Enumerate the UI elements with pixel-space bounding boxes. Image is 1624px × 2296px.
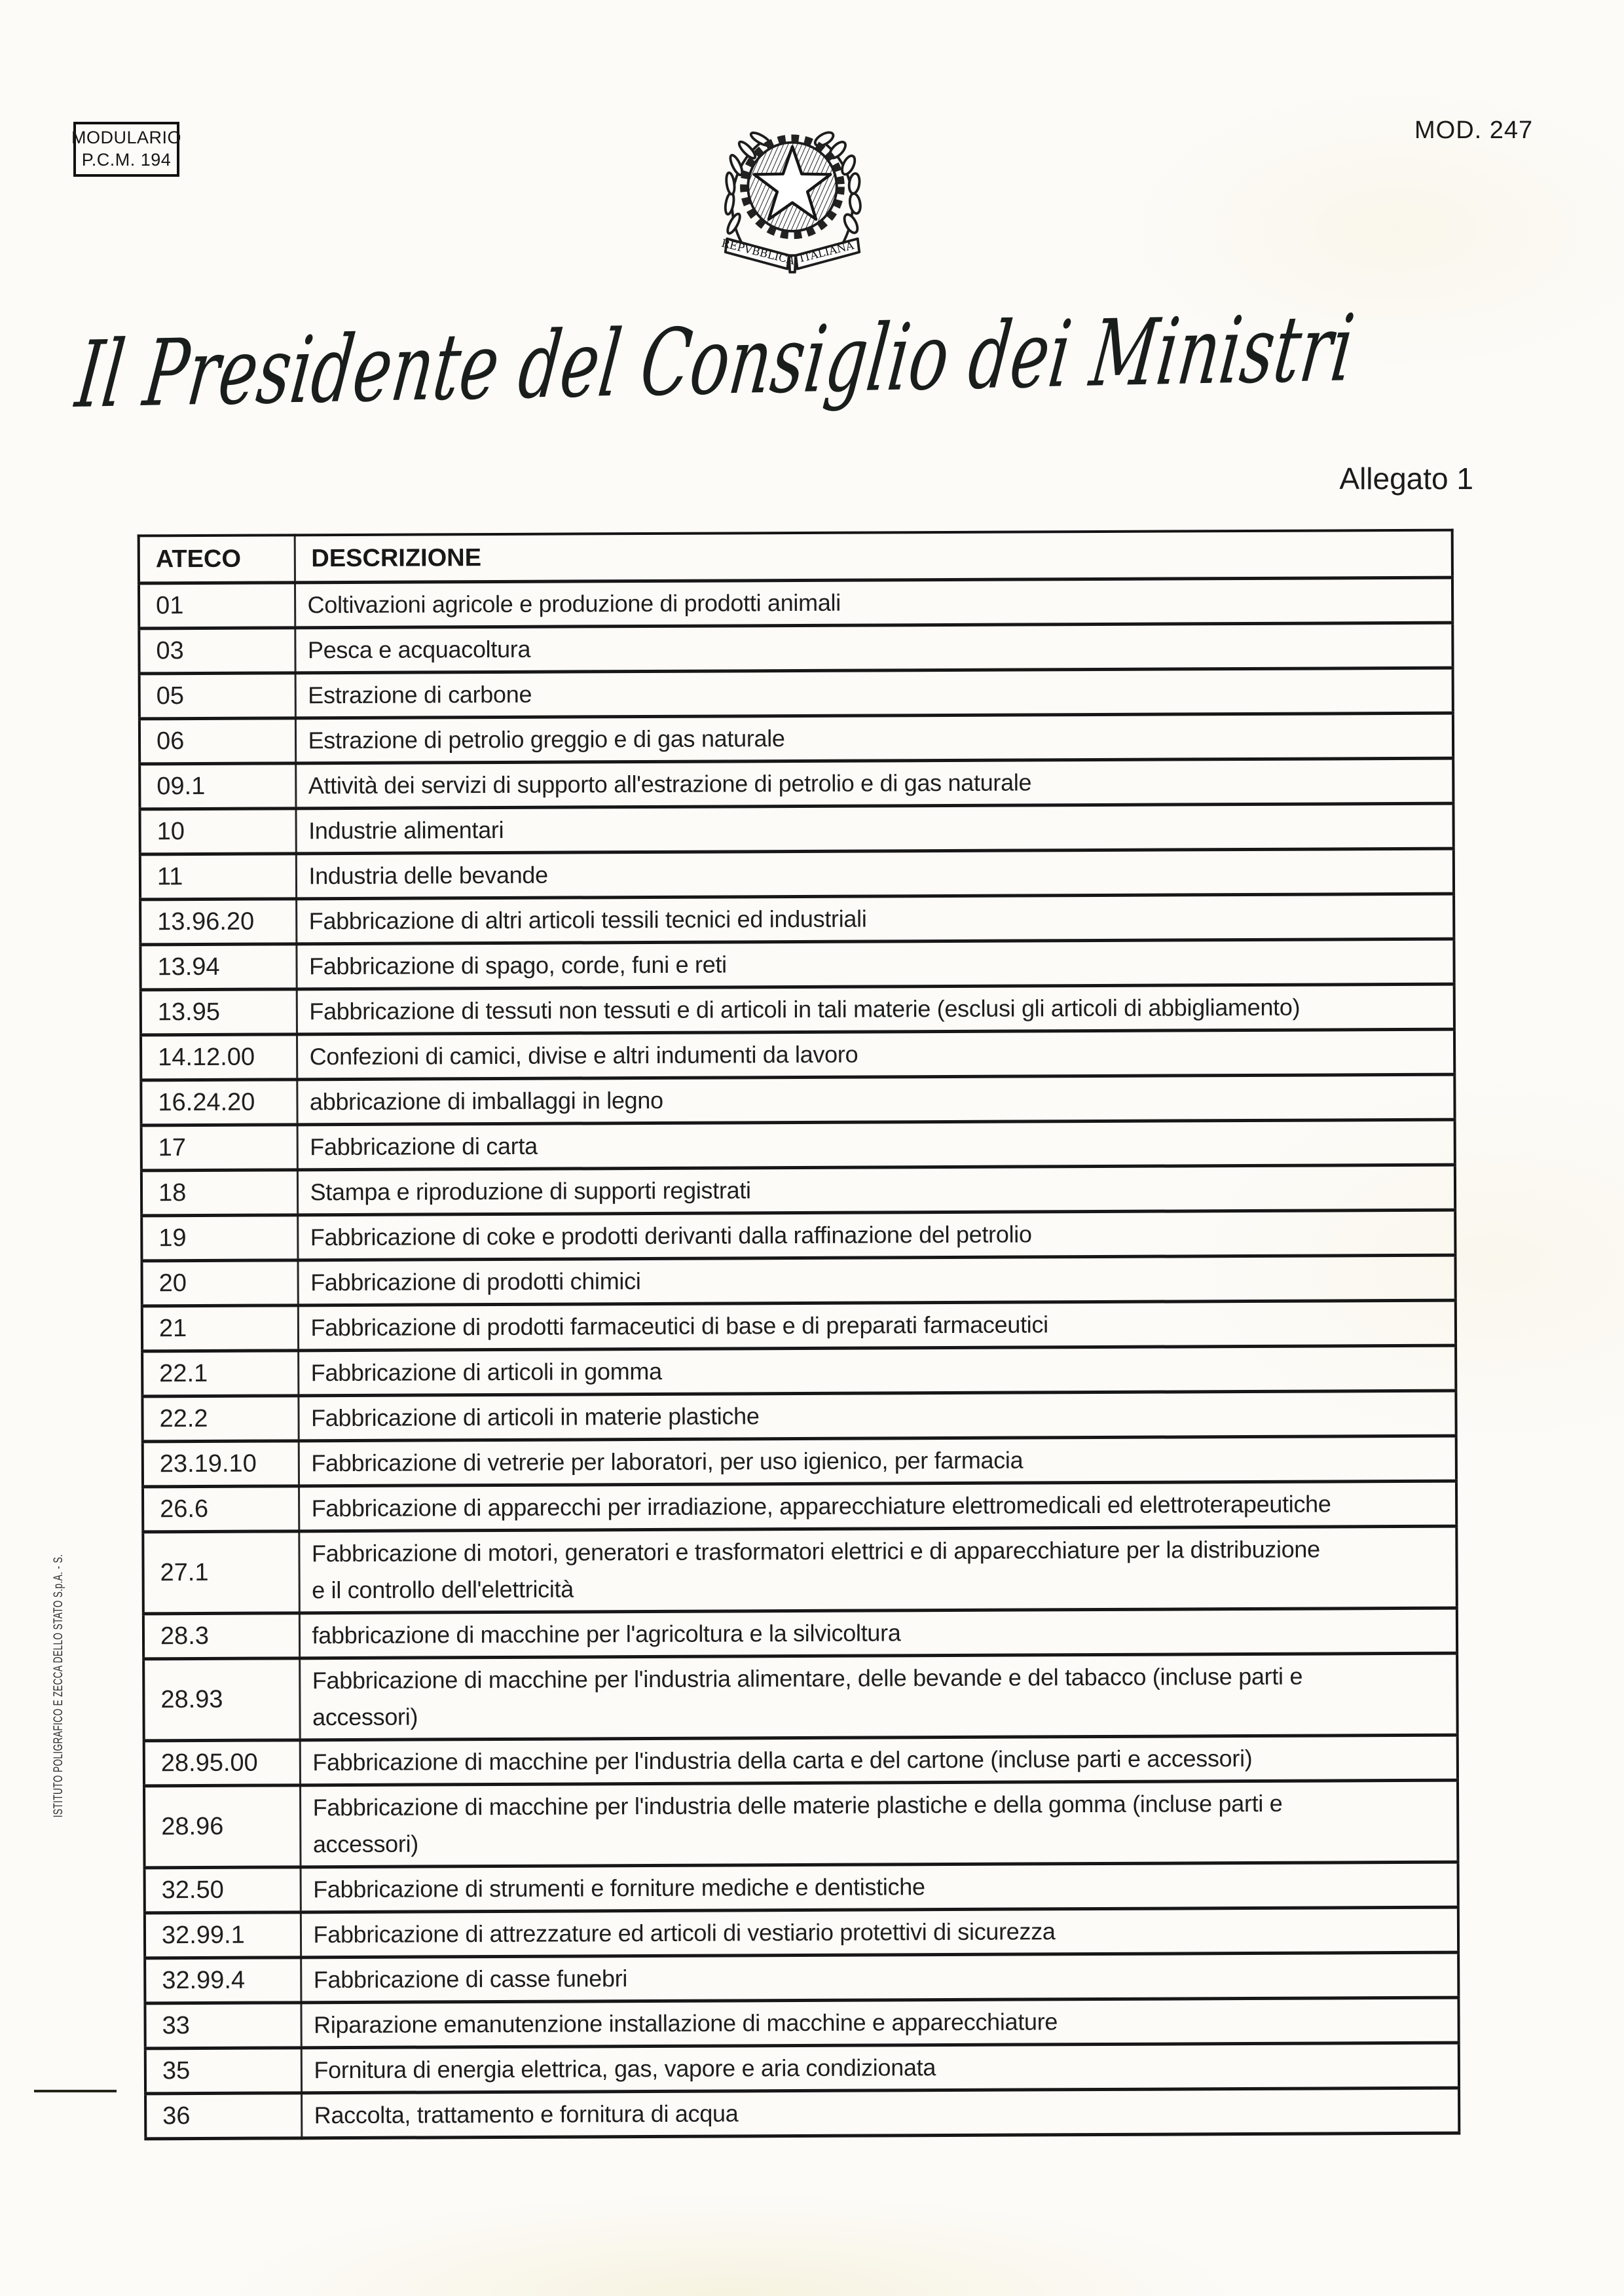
descrizione-cell: Fabbricazione di casse funebri: [301, 1952, 1458, 2003]
table-row: [142, 1391, 1456, 1442]
table-row: [143, 1481, 1456, 1532]
descrizione-cell: Fabbricazione di prodotti farmaceutici di base e di preparati farmaceutici: [298, 1300, 1456, 1351]
descrizione-cell: Fabbricazione di carta: [297, 1120, 1455, 1170]
table-row: [141, 1210, 1455, 1261]
table-row: [139, 803, 1453, 854]
descrizione-cell: Estrazione di carbone: [295, 668, 1453, 718]
ateco-code-cell: 28.3: [160, 1622, 210, 1650]
ateco-code-cell: 14.12.00: [158, 1043, 255, 1072]
ateco-code-cell: 05: [156, 682, 185, 710]
ribbon-text-left: REPVBBLICA: [720, 236, 796, 267]
descrizione-cell: Fabbricazione di altri articoli tessili tecnici ed industriali: [296, 894, 1454, 944]
ateco-code-cell: 09.1: [157, 772, 206, 801]
descrizione-cell: Fabbricazione di attrezzature ed articoli di vestiario protettivi di sicurezza: [301, 1907, 1458, 1958]
descrizione-cell: Fabbricazione di tessuti non tessuti e di articoli in tali materie (esclusi gli articoli di abbigliamento): [297, 984, 1454, 1034]
ateco-code-cell: 33: [162, 2012, 190, 2040]
descrizione-cell: Fabbricazione di coke e prodotti derivanti dalla raffinazione del petrolio: [297, 1210, 1455, 1260]
table-header-row: [139, 530, 1452, 583]
descrizione-cell: Fabbricazione di macchine per l'industria alimentare, delle bevande e del tabacco (incluse parti e accessori): [299, 1653, 1458, 1740]
ateco-code-cell: 13.95: [157, 998, 221, 1027]
ribbon-banner: [720, 237, 859, 272]
ateco-table: [138, 529, 1461, 2141]
header-ateco: ATECO: [155, 545, 242, 574]
descrizione-cell: Fabbricazione di vetrerie per laboratori, per uso igienico, per farmacia: [299, 1436, 1456, 1486]
ateco-code-cell: 20: [158, 1269, 187, 1298]
descrizione-cell: Attività dei servizi di supporto all'estrazione di petrolio e di gas naturale: [295, 758, 1453, 809]
table-row: [141, 1255, 1455, 1306]
descrizione-cell: Estrazione di petrolio greggio e di gas naturale: [295, 713, 1453, 763]
ateco-code-cell: 32.99.1: [161, 1921, 245, 1950]
table-row: [139, 668, 1453, 719]
table-row: [145, 2043, 1459, 2094]
table-row: [140, 894, 1454, 945]
ateco-code-cell: 22.1: [159, 1359, 208, 1388]
descrizione-cell: Fabbricazione di motori, generatori e trasformatori elettrici e di apparecchiature per la distribuzione e il controllo dell'elettricità: [299, 1526, 1457, 1613]
table-row: [145, 1952, 1458, 2003]
table-body: [139, 577, 1459, 2139]
descrizione-cell: Raccolta, trattamento e fornitura di acqua: [301, 2088, 1459, 2138]
descrizione-cell: Confezioni di camici, divise e altri indumenti da lavoro: [297, 1029, 1454, 1080]
descrizione-cell: Fabbricazione di articoli in materie plastiche: [298, 1391, 1456, 1441]
ateco-code-cell: 17: [158, 1134, 187, 1162]
ateco-code-cell: 01: [156, 592, 184, 620]
descrizione-cell: fabbricazione di macchine per l'agricoltura e la silvicoltura: [299, 1608, 1457, 1658]
descrizione-cell: Industria delle bevande: [296, 848, 1454, 899]
table-row: [141, 1029, 1454, 1080]
table-row: [144, 1735, 1458, 1786]
modulario-label: MODULARIO: [71, 128, 182, 148]
modulario-stamp-box: [71, 122, 182, 177]
descrizione-cell: Stampa e riproduzione di supporti registrati: [297, 1165, 1455, 1215]
table-row: [139, 577, 1452, 629]
ateco-code-cell: 35: [162, 2057, 191, 2085]
ateco-code-cell: 16.24.20: [158, 1088, 255, 1117]
table-row: [143, 1526, 1457, 1614]
ateco-code-cell: 28.95.00: [160, 1749, 258, 1777]
descrizione-cell: Fabbricazione di apparecchi per irradiazione, apparecchiature elettromedicali ed elettroterapeutiche: [299, 1481, 1456, 1531]
ateco-code-cell: 28.96: [161, 1812, 224, 1841]
descrizione-cell: Fornitura di energia elettrica, gas, vapore e aria condizionata: [301, 2043, 1459, 2093]
table-row: [140, 939, 1454, 990]
table-row: [142, 1300, 1456, 1351]
table-row: [145, 1907, 1458, 1958]
ateco-code-cell: 26.6: [160, 1495, 209, 1523]
allegato-label: Allegato 1: [1339, 462, 1473, 496]
ateco-code-cell: 06: [156, 727, 185, 756]
ateco-code-cell: 36: [162, 2102, 191, 2130]
descrizione-cell: Fabbricazione di macchine per l'industria della carta e del cartone (incluse parti e accessori): [300, 1735, 1458, 1785]
table-row: [143, 1436, 1456, 1487]
table-row: [143, 1608, 1457, 1659]
table-row: [145, 1997, 1458, 2049]
table-row: [139, 758, 1453, 809]
descrizione-cell: Fabbricazione di macchine per l'industria delle materie plastiche e della gomma (incluse parti e accessori): [300, 1780, 1458, 1867]
bottom-left-rule: [34, 2090, 117, 2092]
ribbon-text-right: ITALIANA: [798, 239, 855, 265]
table-row: [139, 713, 1453, 764]
table-row: [145, 2088, 1459, 2139]
table-row: [142, 1345, 1456, 1396]
descrizione-cell: Fabbricazione di articoli in gomma: [298, 1345, 1456, 1396]
descrizione-cell: Coltivazioni agricole e produzione di prodotti animali: [295, 577, 1452, 628]
header-descrizione: DESCRIZIONE: [295, 530, 1452, 583]
descrizione-cell: Fabbricazione di strumenti e forniture mediche e dentistiche: [301, 1862, 1458, 1912]
descrizione-cell: Fabbricazione di spago, corde, funi e reti: [296, 939, 1454, 989]
table-row: [143, 1653, 1458, 1741]
table-row: [141, 984, 1454, 1035]
mod-ref-label: MOD. 247: [1414, 117, 1534, 144]
table-row: [145, 1862, 1458, 1913]
ateco-code-cell: 18: [158, 1179, 187, 1207]
ateco-code-cell: 03: [156, 637, 184, 665]
ateco-code-cell: 21: [158, 1315, 187, 1343]
descrizione-cell: abbricazione di imballaggi in legno: [297, 1074, 1454, 1125]
table-row: [144, 1780, 1458, 1868]
ateco-code-cell: 23.19.10: [159, 1449, 257, 1478]
table-row: [141, 1165, 1455, 1216]
table-row: [141, 1120, 1455, 1171]
ateco-code-cell: 32.99.4: [162, 1966, 246, 1995]
ateco-code-cell: 22.2: [159, 1404, 208, 1433]
printer-imprint: ISTITUTO POLIGRAFICO E ZECCA DELLO STATO S.p.A. - S.: [52, 1554, 65, 1818]
letterhead-script-title: Il Presidente del Consiglio dei Ministri: [71, 295, 1360, 429]
modulario-number: P.C.M. 194: [81, 150, 172, 170]
ateco-code-cell: 27.1: [160, 1558, 209, 1587]
ateco-code-cell: 19: [158, 1224, 187, 1252]
ateco-code-cell: 10: [157, 818, 185, 846]
ateco-code-cell: 13.96.20: [157, 907, 255, 936]
table-row: [140, 848, 1454, 900]
table-row: [139, 623, 1452, 674]
ateco-code-cell: 28.93: [160, 1685, 223, 1714]
ateco-table-container: [138, 529, 1461, 2141]
ateco-code-cell: 13.94: [157, 953, 220, 981]
ateco-code-cell: 11: [157, 863, 183, 891]
italy-emblem: [709, 117, 876, 288]
descrizione-cell: Pesca e acquacoltura: [295, 623, 1452, 673]
ateco-code-cell: 32.50: [161, 1876, 224, 1904]
descrizione-cell: Industrie alimentari: [295, 803, 1453, 854]
table-row: [141, 1074, 1454, 1125]
descrizione-cell: Fabbricazione di prodotti chimici: [297, 1255, 1455, 1305]
descrizione-cell: Riparazione emanutenzione installazione di macchine e apparecchiature: [301, 1997, 1458, 2048]
